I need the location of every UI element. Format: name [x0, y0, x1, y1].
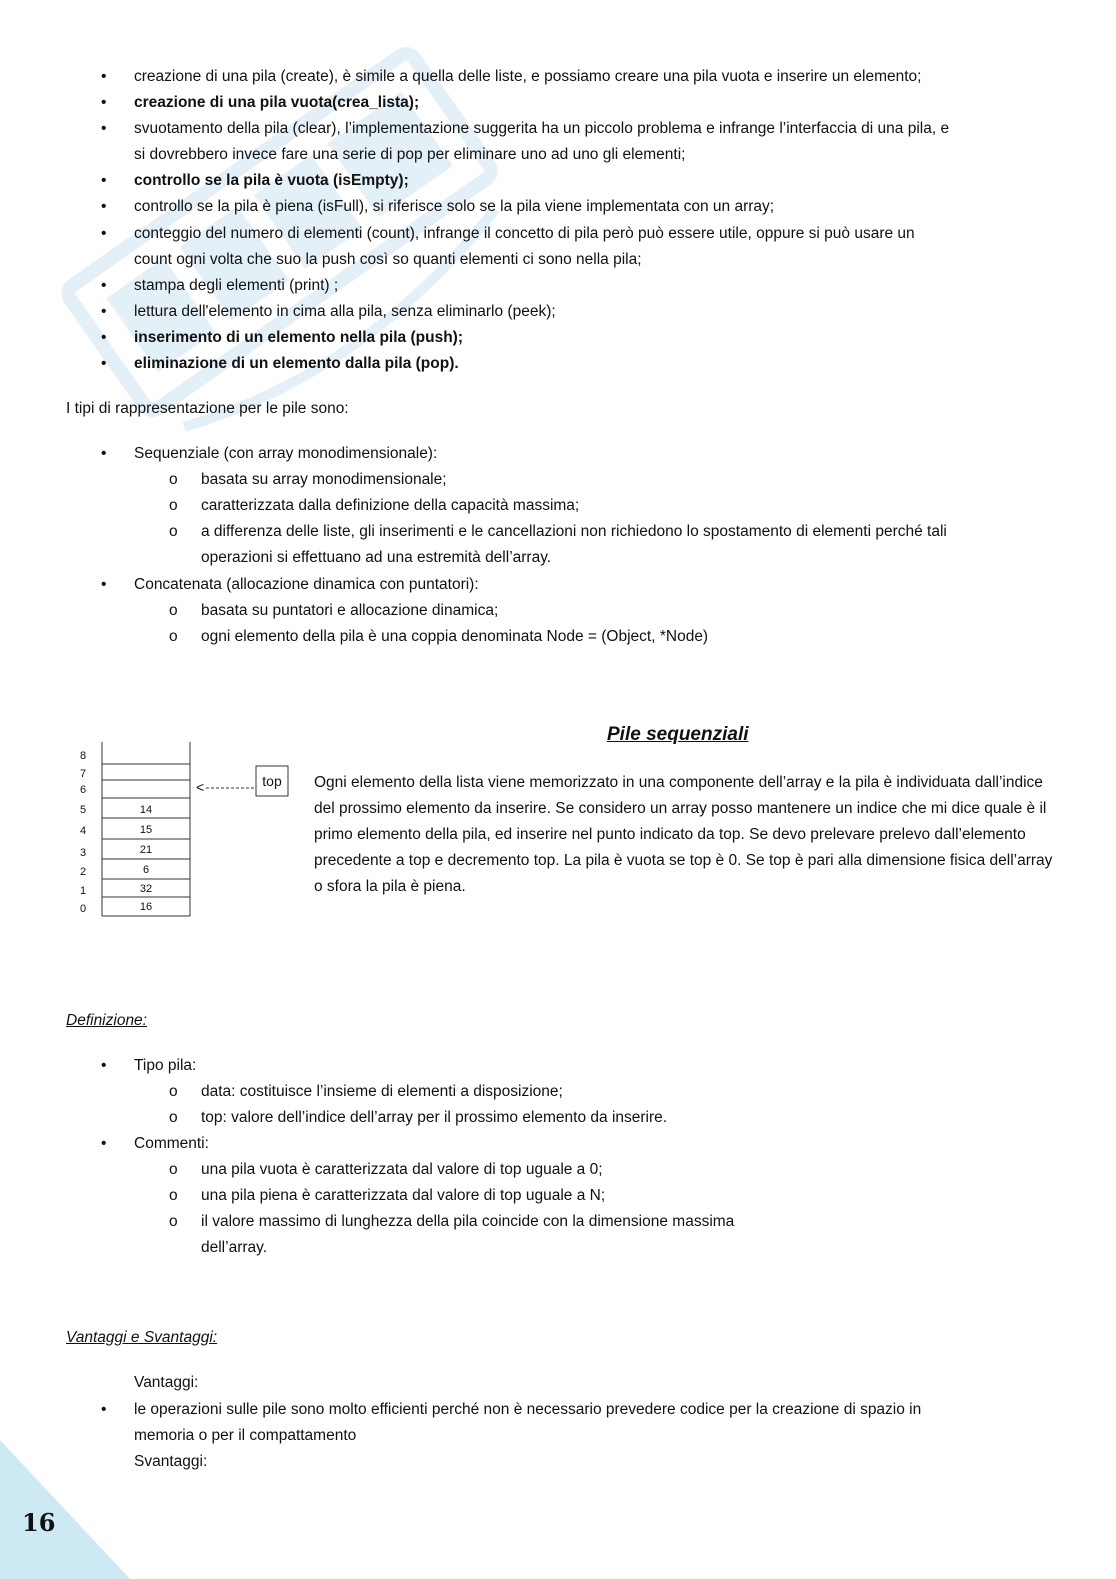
list-item-cont: si dovrebbero invece fare una serie di pop per eliminare uno ad uno gli elementi; — [134, 146, 686, 163]
corner-triangle — [0, 1440, 130, 1579]
list-item: inserimento di un elemento nella pila (push); — [134, 329, 463, 346]
sub-bullet: o — [169, 1213, 178, 1230]
bullet: • — [101, 225, 107, 242]
sub-item-cont: operazioni si effettuano ad una estremità dell’array. — [201, 549, 552, 566]
sub-bullet: o — [169, 497, 178, 514]
stack-index: 2 — [80, 866, 87, 878]
list-item: controllo se la pila è vuota (isEmpty); — [134, 172, 409, 189]
sequenziale-label: Sequenziale (con array monodimensionale): — [134, 445, 438, 462]
bullet: • — [101, 445, 107, 462]
sub-item: data: costituisce l’insieme di elementi a disposizione; — [201, 1083, 563, 1100]
bullet: • — [101, 576, 107, 593]
tipi-intro: I tipi di rappresentazione per le pile sono: — [66, 400, 349, 417]
stack-index: 5 — [80, 804, 87, 816]
bullet: • — [101, 198, 107, 215]
sub-item-cont: dell’array. — [201, 1239, 268, 1256]
stack-index: 6 — [80, 784, 87, 796]
sub-bullet: o — [169, 1109, 178, 1126]
bullet: • — [101, 329, 107, 346]
bullet: • — [101, 355, 107, 372]
vantaggi-item: le operazioni sulle pile sono molto efficienti perché non è necessario prevedere codice per la creazione di spazio in — [134, 1401, 922, 1418]
concatenata-label: Concatenata (allocazione dinamica con puntatori): — [134, 576, 479, 593]
list-item-cont: count ogni volta che suo la push così so quanti elementi ci sono nella pila; — [134, 251, 642, 268]
list-item: lettura dell'elemento in cima alla pila, senza eliminarlo (peek); — [134, 303, 556, 320]
sub-item: il valore massimo di lunghezza della pila coincide con la dimensione massima — [201, 1213, 735, 1230]
sub-item: basata su array monodimensionale; — [201, 471, 447, 488]
sub-bullet: o — [169, 1161, 178, 1178]
sub-item: basata su puntatori e allocazione dinamica; — [201, 602, 499, 619]
list-item: stampa degli elementi (print) ; — [134, 277, 339, 294]
stack-index: 1 — [80, 885, 87, 897]
bullet: • — [101, 277, 107, 294]
sub-bullet: o — [169, 602, 178, 619]
list-item: svuotamento della pila (clear), l’implementazione suggerita ha un piccolo problema e infrange l’interfaccia di una pila, e — [134, 120, 950, 137]
bullet: • — [101, 1057, 107, 1074]
vantaggi-item-cont: memoria o per il compattamento — [134, 1427, 357, 1444]
list-item: conteggio del numero di elementi (count), infrange il concetto di pila però può essere utile, oppure si può usare un — [134, 225, 915, 242]
bullet: • — [101, 68, 107, 85]
sub-item: ogni elemento della pila è una coppia denominata Node = (Object, *Node) — [201, 628, 709, 645]
stack-index: 4 — [80, 825, 87, 837]
vantaggi-label: Vantaggi: — [134, 1374, 199, 1391]
bullet: • — [101, 120, 107, 137]
page-number: 16 — [22, 1508, 56, 1537]
bullet: • — [101, 1401, 107, 1418]
vantaggi-heading: Vantaggi e Svantaggi: — [66, 1329, 218, 1346]
arrow-head-icon: < — [196, 779, 205, 795]
bullet: • — [101, 94, 107, 111]
bullet: • — [101, 172, 107, 189]
stack-cell-value: 14 — [139, 804, 153, 816]
stack-cell-value: 16 — [139, 901, 153, 913]
commenti-label: Commenti: — [134, 1135, 209, 1152]
list-item: eliminazione di un elemento dalla pila (pop). — [134, 355, 459, 372]
stack-index: 7 — [80, 768, 87, 780]
sub-bullet: o — [169, 1187, 178, 1204]
sub-item: una pila piena è caratterizzata dal valore di top uguale a N; — [201, 1187, 606, 1204]
stack-cell-value: 15 — [139, 824, 153, 836]
sub-item: una pila vuota è caratterizzata dal valore di top uguale a 0; — [201, 1161, 603, 1178]
tipo-pila-label: Tipo pila: — [134, 1057, 197, 1074]
section-title-pile-sequenziali: Pile sequenziali — [607, 724, 749, 745]
pile-paragraph: Ogni elemento della lista viene memorizzato in una componente dell’array e la pila è individuata dall’indice del prossimo elemento da inserire. Se considero un array posso mantenere un indice che mi dice quale è il primo elemento della pila, ed inserire nel punto indicato da top. Se devo prelevare prelevo dall’elemento precedente a top e decremento top. La pila è vuota se top è 0. Se top è pari alla dimensione fisica dell’array o sfora la pila è piena. — [314, 774, 1053, 895]
stack-index: 0 — [80, 903, 87, 915]
sub-bullet: o — [169, 628, 178, 645]
stack-index: 8 — [80, 750, 87, 762]
sub-item: top: valore dell’indice dell’array per il prossimo elemento da inserire. — [201, 1109, 668, 1126]
sub-bullet: o — [169, 471, 178, 488]
sub-item: a differenza delle liste, gli inserimenti e le cancellazioni non richiedono lo spostamento di elementi perché tali — [201, 523, 947, 540]
bullet: • — [101, 303, 107, 320]
sub-bullet: o — [169, 523, 178, 540]
list-item: controllo se la pila è piena (isFull), si riferisce solo se la pila viene implementata con un array; — [134, 198, 775, 215]
stack-index: 3 — [80, 847, 87, 859]
definizione-heading: Definizione: — [66, 1012, 147, 1029]
sub-item: caratterizzata dalla definizione della capacità massima; — [201, 497, 580, 514]
svantaggi-label: Svantaggi: — [134, 1453, 208, 1470]
stack-diagram — [70, 740, 300, 925]
sub-bullet: o — [169, 1083, 178, 1100]
list-item: creazione di una pila vuota(crea_lista); — [134, 94, 420, 111]
list-item: creazione di una pila (create), è simile a quella delle liste, e possiamo creare una pila vuota e inserire un elemento; — [134, 68, 922, 85]
top-label: top — [262, 773, 282, 789]
stack-cell-value: 32 — [139, 883, 153, 895]
stack-cell-value: 21 — [139, 844, 153, 856]
page-corner-decoration — [0, 1440, 140, 1579]
stack-cell-value: 6 — [142, 864, 150, 876]
bullet: • — [101, 1135, 107, 1152]
